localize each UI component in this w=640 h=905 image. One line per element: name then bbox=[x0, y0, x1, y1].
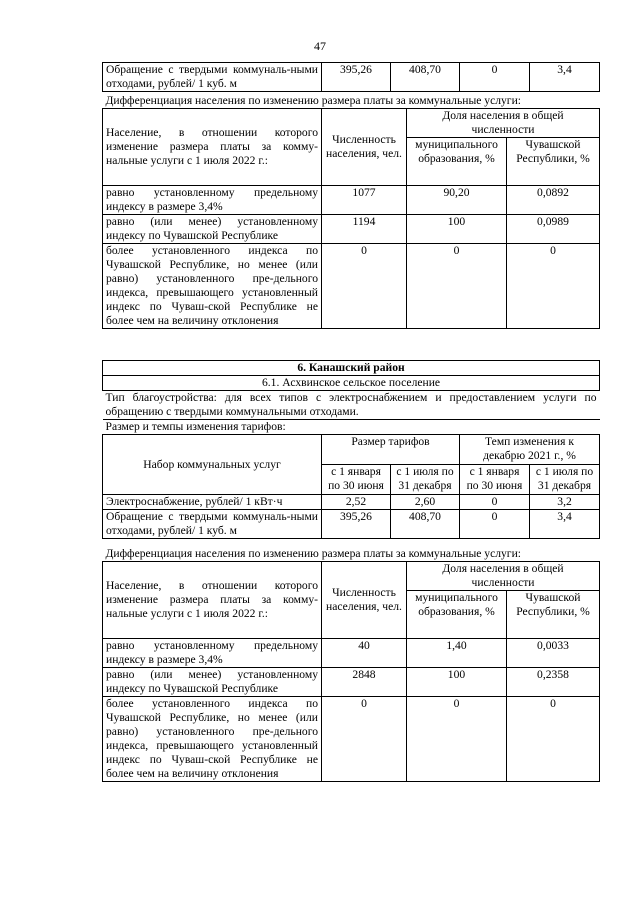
improvement-type: Тип благоустройства: для всех типов с электроснабжением и предоставлением услуги по обращению с твердыми коммунальными отходами. bbox=[103, 391, 600, 420]
row-label: равно (или менее) установленному индексу по Чувашской Республике bbox=[103, 215, 322, 244]
share-header: Доля населения в общей численности bbox=[407, 562, 600, 591]
count-value: 0 bbox=[322, 244, 407, 329]
service-name: Обращение с твердыми коммуналь-ными отходами, рублей/ 1 куб. м bbox=[103, 510, 322, 539]
tariff-title: Размер и темпы изменения тарифов: bbox=[103, 420, 600, 435]
tariff-value: 408,70 bbox=[391, 63, 460, 92]
count-value: 1194 bbox=[322, 215, 407, 244]
page-number: 47 bbox=[314, 39, 326, 53]
differentiation-title: Дифференциация населения по изменению размера платы за коммунальные услуги: bbox=[103, 547, 600, 562]
settlement-title: 6.1. Асхвинское сельское поселение bbox=[103, 376, 600, 391]
republic-value: 0 bbox=[507, 697, 600, 782]
bottom-differentiation-table bbox=[102, 547, 600, 782]
rate-value: 3,4 bbox=[530, 63, 600, 92]
table-row bbox=[103, 697, 600, 782]
rate-value: 3,4 bbox=[530, 510, 600, 539]
service-name: Электроснабжение, рублей/ 1 кВт·ч bbox=[103, 495, 322, 510]
table-row bbox=[103, 63, 600, 92]
district-title: 6. Канашский район bbox=[103, 361, 600, 376]
population-header: Население, в отношении которого изменение размера платы за комму-нальные услуги с 1 июля 2022 г.: bbox=[103, 562, 322, 639]
count-value: 2848 bbox=[322, 668, 407, 697]
rate-value: 3,2 bbox=[530, 495, 600, 510]
republic-value: 0 bbox=[507, 244, 600, 329]
top-tariff-row-table bbox=[102, 62, 600, 92]
municipal-value: 90,20 bbox=[407, 186, 507, 215]
count-value: 0 bbox=[322, 697, 407, 782]
differentiation-title: Дифференциация населения по изменению размера платы за коммунальные услуги: bbox=[103, 94, 600, 109]
row-label: равно установленному предельному индексу в размере 3,4% bbox=[103, 186, 322, 215]
rate-value: 0 bbox=[460, 63, 530, 92]
table-row bbox=[103, 186, 600, 215]
rate-value: 0 bbox=[460, 495, 530, 510]
table-row bbox=[103, 639, 600, 668]
tariff-value: 395,26 bbox=[322, 63, 391, 92]
municipal-value: 100 bbox=[407, 668, 507, 697]
republic-header: Чувашской Республики, % bbox=[507, 138, 600, 186]
municipal-value: 0 bbox=[407, 697, 507, 782]
republic-value: 0,0033 bbox=[507, 639, 600, 668]
table-row bbox=[103, 668, 600, 697]
service-name: Обращение с твердыми коммуналь-ными отходами, рублей/ 1 куб. м bbox=[103, 63, 322, 92]
table-row bbox=[103, 244, 600, 329]
table-row bbox=[103, 510, 600, 539]
period-header: с 1 июля по 31 декабря bbox=[530, 465, 600, 495]
table-row bbox=[103, 215, 600, 244]
row-label: более установленного индекса по Чувашской Республике, но менее (или равно) установленного пре-дельного индекса, превышающего установленный индекс по Чуваш-ской Республике не более чем на величину отклонения bbox=[103, 244, 322, 329]
count-value: 1077 bbox=[322, 186, 407, 215]
count-value: 40 bbox=[322, 639, 407, 668]
municipal-header: муниципального образования, % bbox=[407, 591, 507, 639]
tariff-value: 2,52 bbox=[322, 495, 391, 510]
municipal-value: 0 bbox=[407, 244, 507, 329]
republic-value: 0,0989 bbox=[507, 215, 600, 244]
tariff-value: 408,70 bbox=[391, 510, 460, 539]
share-header: Доля населения в общей численности bbox=[407, 109, 600, 138]
rate-value: 0 bbox=[460, 510, 530, 539]
republic-value: 0,2358 bbox=[507, 668, 600, 697]
row-label: более установленного индекса по Чувашской Республике, но менее (или равно) установленного пре-дельного индекса, превышающего установленный индекс по Чуваш-ской Республике не более чем на величину отклонения bbox=[103, 697, 322, 782]
population-header: Население, в отношении которого изменение размера платы за комму-нальные услуги с 1 июля 2022 г.: bbox=[103, 109, 322, 186]
republic-value: 0,0892 bbox=[507, 186, 600, 215]
services-header: Набор коммунальных услуг bbox=[103, 435, 322, 495]
district-section-table bbox=[102, 360, 600, 539]
tariff-value: 395,26 bbox=[322, 510, 391, 539]
row-label: равно (или менее) установленному индексу по Чувашской Республике bbox=[103, 668, 322, 697]
count-header: Численность населения, чел. bbox=[322, 562, 407, 639]
tariff-size-header: Размер тарифов bbox=[322, 435, 460, 465]
tariff-value: 2,60 bbox=[391, 495, 460, 510]
municipal-value: 100 bbox=[407, 215, 507, 244]
municipal-value: 1,40 bbox=[407, 639, 507, 668]
period-header: с 1 января по 30 июня bbox=[322, 465, 391, 495]
municipal-header: муниципального образования, % bbox=[407, 138, 507, 186]
row-label: равно установленному предельному индексу в размере 3,4% bbox=[103, 639, 322, 668]
republic-header: Чувашской Республики, % bbox=[507, 591, 600, 639]
top-differentiation-table bbox=[102, 94, 600, 329]
period-header: с 1 января по 30 июня bbox=[460, 465, 530, 495]
count-header: Численность населения, чел. bbox=[322, 109, 407, 186]
table-row bbox=[103, 495, 600, 510]
period-header: с 1 июля по 31 декабря bbox=[391, 465, 460, 495]
rate-header: Темп изменения к декабрю 2021 г., % bbox=[460, 435, 600, 465]
